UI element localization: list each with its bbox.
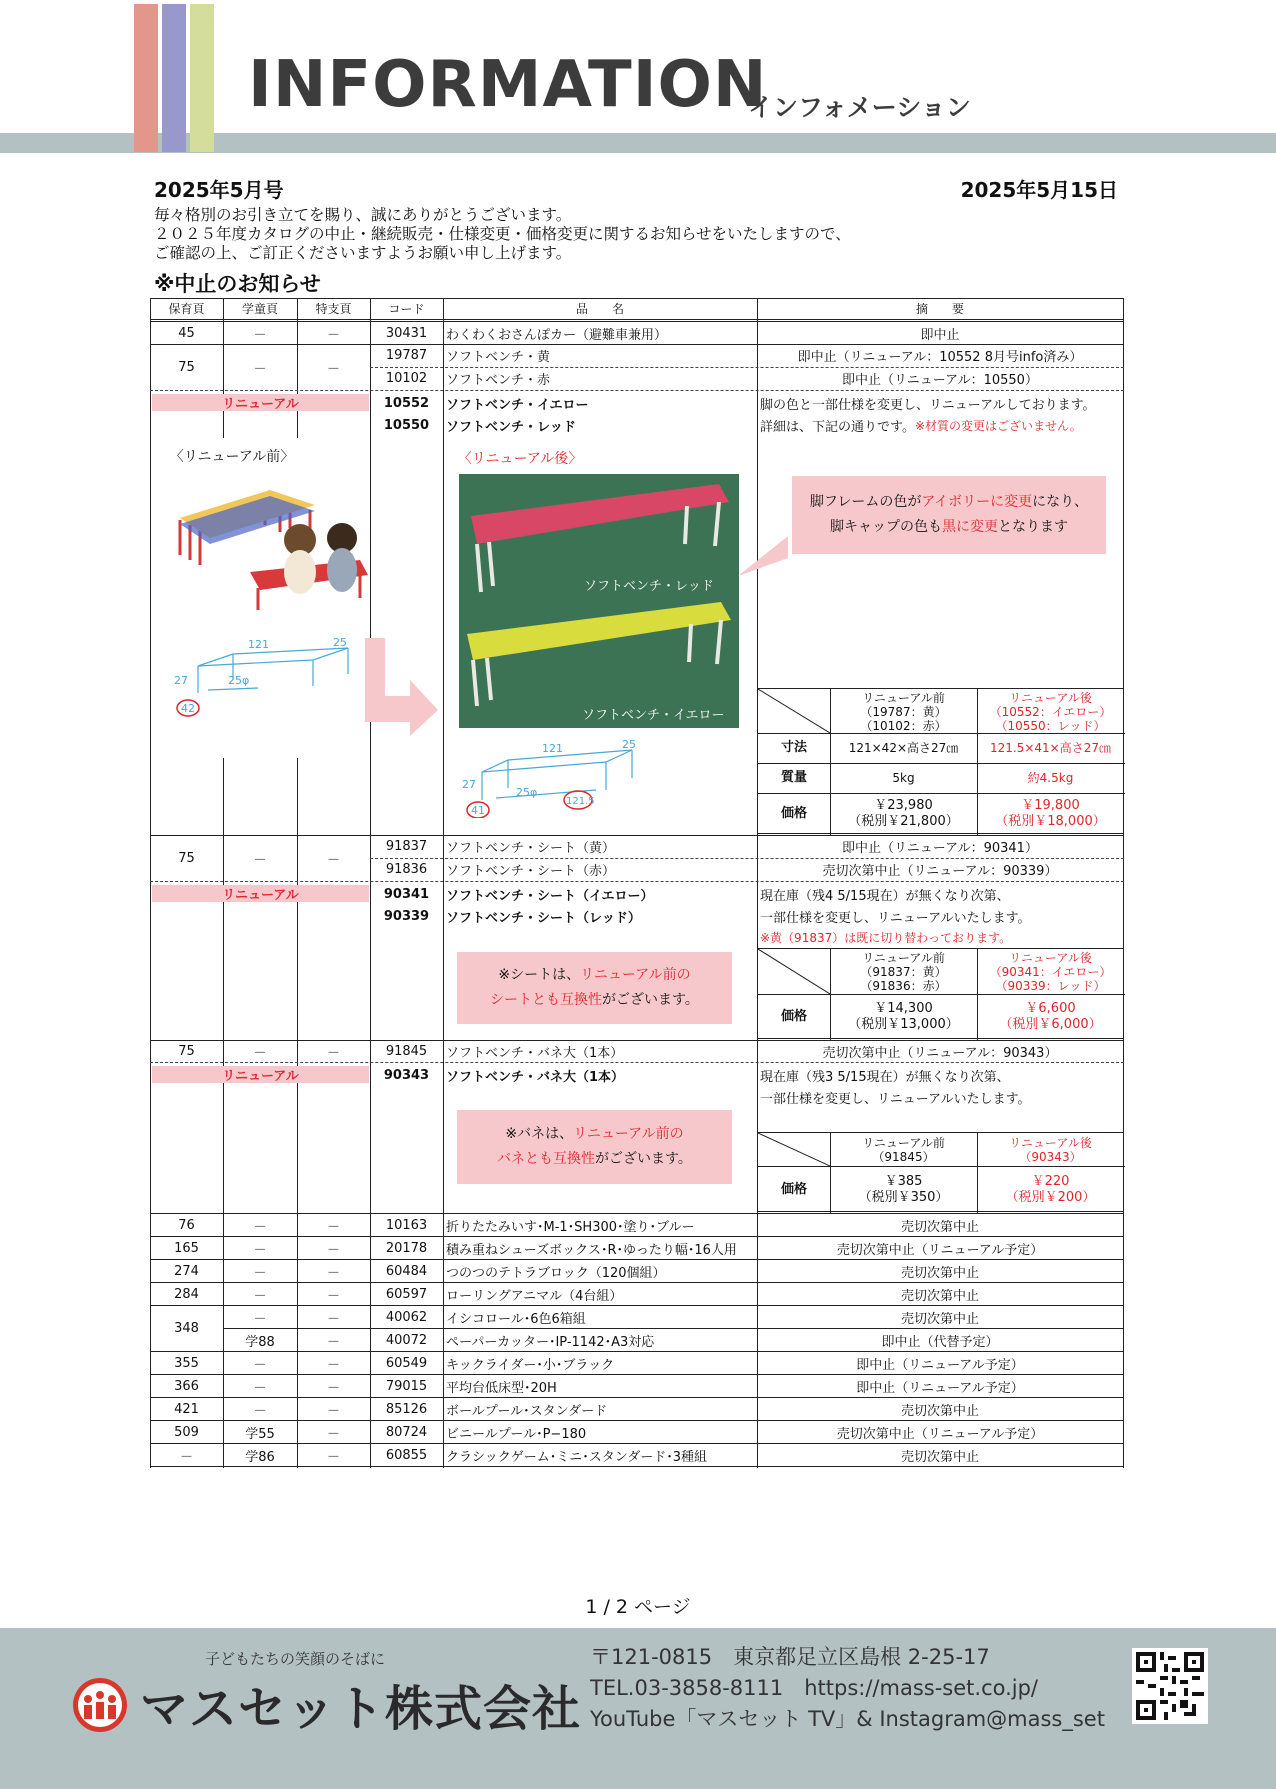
footer-tel-url[interactable]: TEL.03-3858-8111 https://mass-set.co.jp/: [590, 1676, 1039, 1700]
row-91837-code: 91837: [385, 839, 428, 854]
photo-red-label: ソフトベンチ・レッド: [584, 579, 714, 594]
table-row-name: ボールプール･スタンダード: [446, 1403, 608, 1419]
table-row-note: 即中止（リニューアル予定）: [856, 1380, 1024, 1396]
after-label: 〈リニューアル後〉: [457, 451, 583, 467]
renew1-name2: ソフトベンチ・レッド: [446, 419, 576, 435]
renew2-code2: 90339: [383, 908, 430, 924]
col-header: 品 名: [575, 302, 624, 316]
renew1-name1: ソフトベンチ・イエロー: [446, 397, 589, 413]
intro-line: 毎々格別のお引き立てを賜り、誠にありがとうございます。: [154, 206, 572, 224]
table-row-name: クラシックゲーム･ミニ･スタンダード･3種組: [446, 1449, 707, 1465]
renew3-desc1: 現在庫（残3 5/15現在）が無くなり次第、: [760, 1069, 1010, 1085]
table-row-note: 売切次第中止: [900, 1220, 979, 1235]
header-subtitle: インフォメーション: [748, 93, 971, 122]
cmp1-weight-after: 約4.5kg: [1027, 771, 1074, 785]
row-91845-code: 91845: [385, 1043, 428, 1059]
dim-after-pipe: 25φ: [516, 786, 538, 799]
table-row-page: 76: [178, 1218, 195, 1233]
dim-after-depth: 25: [622, 738, 636, 751]
table-row-school: －: [253, 1220, 267, 1235]
table-row-name: キックライダー･小･ブラック: [446, 1357, 615, 1373]
dim-before-width: 42: [181, 702, 195, 715]
callout-line-1: 脚フレームの色がアイボリーに変更になり、: [809, 494, 1089, 510]
footer-sns[interactable]: YouTube「マスセット TV」& Instagram@mass_set: [590, 1707, 1105, 1731]
company-name: マスセット株式会社: [140, 1681, 582, 1737]
col-header: 摘 要: [915, 302, 964, 316]
photo-yellow-label: ソフトベンチ・イエロー: [582, 708, 725, 723]
table-row-school: 学86: [245, 1449, 275, 1465]
table-row-special: －: [326, 1403, 340, 1419]
table-row-special: －: [326, 1220, 340, 1235]
renew1-desc2-text: 詳細は、下記の通りです。: [760, 419, 915, 435]
row-30431-special: －: [326, 328, 340, 343]
page-number: 1 / 2 ページ: [585, 1596, 691, 1618]
col-header: コード: [388, 302, 425, 316]
table-row-school: 学88: [245, 1334, 275, 1350]
header-stripe-red: [134, 4, 158, 152]
table-row-name: ペーパーカッター･IP-1142･A3対応: [446, 1334, 655, 1350]
cmp1-size-before: 121×42×高さ27㎝: [848, 741, 959, 755]
table-row-page: 355: [174, 1355, 199, 1371]
table-row-special: －: [326, 1242, 340, 1258]
dim-before-depth: 25: [333, 638, 347, 649]
renew2-name1: ソフトベンチ・シート（イエロー）: [446, 888, 654, 904]
comparison-table-sheet: [757, 948, 1124, 1039]
row-19787-special: －: [326, 361, 340, 377]
table-row-page: 348: [174, 1321, 199, 1336]
row-91845-school: －: [253, 1045, 267, 1061]
footer-address: 〒121-0815 東京都足立区島根 2-25-17: [590, 1645, 990, 1669]
bench-after-photo: [459, 474, 739, 728]
sheet-compat-box: ※シートは、リニューアル前の シートとも互換性がございます。: [457, 952, 732, 1024]
cmp1-weight-before: 5kg: [892, 771, 915, 785]
row-30431-page: 45: [178, 326, 195, 341]
header-title: INFORMATION: [248, 48, 768, 122]
bench-before-photo: [170, 480, 370, 630]
row-30431-name: わくわくおさんぽカー（避難車兼用）: [446, 328, 668, 343]
row-91837-school: －: [253, 852, 267, 868]
qr-code-icon[interactable]: [1132, 1648, 1208, 1724]
row-19787-code: 19787: [385, 348, 428, 363]
cmp3-before-header: リニューアル前 （91845）: [862, 1136, 945, 1164]
renew1-code2: 10550: [383, 417, 430, 433]
cmp3-price-label: 価格: [780, 1181, 807, 1197]
table-row-code: 10163: [385, 1218, 428, 1233]
renew2-name2: ソフトベンチ・シート（レッド）: [446, 910, 641, 926]
table-row-name: つのつのテトラブロック（120個組）: [446, 1265, 666, 1281]
dim-after-height: 27: [462, 778, 476, 791]
cmp1-price-after: ￥19,800 （税別￥18,000）: [995, 798, 1106, 829]
cmp1-price-label: 価格: [780, 806, 807, 821]
table-row-code: 60855: [385, 1447, 428, 1463]
table-row-page: 366: [174, 1378, 199, 1394]
table-row-school: －: [253, 1288, 267, 1304]
table-row-code: 60597: [385, 1286, 428, 1302]
table-row-page: 421: [174, 1401, 199, 1417]
table-row-special: －: [326, 1265, 340, 1281]
intro-text: [154, 206, 851, 263]
table-row-code: 40062: [385, 1309, 428, 1325]
before-label: 〈リニューアル前〉: [169, 449, 295, 465]
cmp2-price-label: 価格: [780, 1009, 807, 1024]
company-logo: [70, 1670, 581, 1739]
row-10102-name: ソフトベンチ・赤: [446, 373, 551, 388]
row-19787-note: 即中止（リニューアル：10552 8月号info済み）: [797, 350, 1083, 365]
row-30431-code: 30431: [385, 326, 428, 341]
row-91845-special: －: [326, 1045, 340, 1061]
table-row-name: ローリングアニマル（4台組）: [446, 1288, 623, 1304]
row-10102-note: 即中止（リニューアル：10550）: [842, 373, 1038, 388]
table-row-note: 即中止（リニューアル予定）: [856, 1357, 1024, 1373]
col-header: 学童頁: [241, 302, 278, 316]
renew1-desc2: [757, 415, 1123, 435]
renew1-material-note: ※材質の変更はございません。: [914, 418, 1082, 433]
row-30431-school: －: [253, 328, 267, 343]
row-19787-name: ソフトベンチ・黄: [446, 350, 551, 365]
table-row-code: 80724: [385, 1424, 428, 1440]
table-row-note: 売切次第中止: [900, 1403, 979, 1419]
table-row-code: 79015: [385, 1378, 428, 1394]
logo-mark-icon: [70, 1675, 130, 1735]
renewal-badge: リニューアル: [152, 885, 369, 902]
table-row-school: －: [253, 1242, 267, 1258]
dim-before-height: 27: [174, 674, 188, 687]
dim-after-total: 121.5: [566, 796, 595, 807]
table-row-school: －: [253, 1380, 267, 1396]
table-row-school: －: [253, 1357, 267, 1373]
table-row-name: イシコロール･6色6箱組: [446, 1311, 586, 1327]
cmp1-after-header: リニューアル後 （10552：イエロー） （10550：レッド）: [989, 690, 1112, 733]
issue-label: 2025年5月号: [154, 178, 284, 202]
dim-after-length: 121: [542, 742, 563, 755]
table-row-code: 85126: [385, 1401, 428, 1417]
renew2-desc1: 現在庫（残4 5/15現在）が無くなり次第、: [760, 888, 1010, 904]
row-91837-page: 75: [178, 850, 195, 866]
row-91845-note: 売切次第中止（リニューアル：90343）: [822, 1045, 1058, 1061]
intro-line: ご確認の上、ご訂正くださいますようお願い申し上げます。: [154, 244, 572, 262]
dim-before-length: 121: [248, 638, 269, 651]
issue-date: 2025年5月15日: [960, 178, 1118, 202]
cmp2-price-before: ￥14,300 （税別￥13,000）: [848, 1001, 959, 1032]
table-row-special: －: [326, 1449, 340, 1465]
renew2-code1: 90341: [383, 886, 430, 902]
table-row-code: 20178: [385, 1240, 428, 1256]
table-row-note: 売切次第中止（リニューアル予定）: [836, 1242, 1044, 1258]
table-row-name: ビニールプール･P−180: [446, 1426, 587, 1442]
cmp3-price-before: ￥385 （税別￥350）: [858, 1173, 949, 1205]
comparison-table-spring: [757, 1132, 1124, 1212]
table-row-code: 60549: [385, 1355, 428, 1371]
row-91837-special: －: [326, 852, 340, 868]
table-row-note: 即中止（代替予定）: [881, 1334, 999, 1350]
header-stripe-green: [190, 4, 214, 152]
table-row-code: 60484: [385, 1263, 428, 1279]
simple-rows: [150, 1215, 1124, 1468]
discontinuation-table: [150, 298, 1124, 1468]
table-row-page: －: [179, 1449, 193, 1465]
arrow-icon: [360, 638, 440, 738]
col-header: 特支頁: [315, 302, 352, 316]
cmp1-size-after: 121.5×41×高さ27㎝: [989, 741, 1111, 755]
callout-pointer: [738, 518, 788, 578]
table-row-name: 平均台低床型･20H: [446, 1380, 557, 1396]
cmp1-price-before: ￥23,980 （税別￥21,800）: [848, 798, 959, 829]
row-91845-page: 75: [178, 1043, 195, 1059]
cmp3-after-header: リニューアル後 （90343）: [1009, 1136, 1092, 1164]
row-91837-note: 即中止（リニューアル：90341）: [842, 841, 1038, 856]
cmp1-before-header: リニューアル前 （19787：黄） （10102：赤）: [860, 690, 947, 733]
renewal-badge: リニューアル: [152, 394, 369, 411]
table-row-special: －: [326, 1357, 340, 1373]
table-row-note: 売切次第中止: [900, 1265, 979, 1281]
renew2-desc3: ※黄（91837）は既に切り替わっております。: [760, 930, 1012, 945]
footer-tagline: 子どもたちの笑顔のそばに: [205, 1650, 386, 1668]
cmp2-price-after: ￥6,600 （税別￥6,000）: [999, 1001, 1102, 1032]
dim-after-width: 41: [471, 804, 485, 817]
callout-box: [792, 476, 1106, 554]
renew1-desc1: 脚の色と一部仕様を変更し、リニューアルしております。: [760, 397, 1096, 413]
table-row-note: 売切次第中止: [900, 1288, 979, 1304]
row-10102-code: 10102: [385, 371, 428, 386]
spring-compat-box: ※バネは、リニューアル前の バネとも互換性がございます。: [457, 1110, 732, 1184]
dim-before-pipe: 25φ: [228, 674, 250, 687]
table-row-page: 284: [174, 1286, 199, 1302]
callout-line-2: 脚キャップの色も黒に変更となります: [830, 519, 1068, 535]
table-row-name: 積み重ねシューズボックス･R･ゆったり幅･16人用: [446, 1242, 737, 1258]
bench-after-diagram: [456, 738, 656, 818]
bench-before-diagram: [168, 638, 368, 718]
renewal-badge: リニューアル: [152, 1066, 369, 1083]
renew3-desc2: 一部仕様を変更し、リニューアルいたします。: [760, 1091, 1031, 1107]
cmp1-size-label: 寸法: [780, 740, 807, 755]
row-91837-name: ソフトベンチ・シート（黄）: [446, 841, 616, 856]
cmp1-weight-label: 質量: [780, 770, 807, 785]
row-91836-code: 91836: [385, 862, 428, 877]
row-19787-school: －: [253, 361, 267, 377]
cmp2-before-header: リニューアル前 （91837：黄） （91836：赤）: [860, 951, 947, 993]
table-row-note: 売切次第中止（リニューアル予定）: [836, 1426, 1044, 1442]
row-91836-note: 売切次第中止（リニューアル：90339）: [822, 864, 1058, 879]
row-19787-page: 75: [178, 359, 195, 375]
table-row-school: －: [253, 1265, 267, 1281]
table-row-note: 売切次第中止: [900, 1449, 979, 1465]
table-row-special: －: [326, 1334, 340, 1350]
renew3-code1: 90343: [383, 1067, 430, 1083]
table-row-special: －: [326, 1426, 340, 1442]
footer-contact: [590, 1642, 1105, 1735]
header-stripe-purple: [162, 4, 186, 152]
table-row-code: 40072: [385, 1332, 428, 1348]
row-30431-note: 即中止: [920, 328, 960, 343]
cmp2-after-header: リニューアル後 （90341：イエロー） （90339：レッド）: [989, 951, 1112, 993]
table-row-name: 折りたたみいす･M-1･SH300･塗り･ブルー: [446, 1220, 695, 1235]
intro-line: ２０２５年度カタログの中止・継続販売・仕様変更・価格変更に関するお知らせをいたしますので、: [154, 225, 851, 243]
cmp3-price-after: ￥220 （税別￥200）: [1005, 1173, 1096, 1205]
row-91845-name: ソフトベンチ・バネ大（1本）: [446, 1045, 624, 1061]
table-row-page: 274: [174, 1263, 199, 1279]
table-row-note: 売切次第中止: [900, 1311, 979, 1327]
table-row-school: －: [253, 1311, 267, 1327]
table-row-page: 165: [174, 1240, 199, 1256]
table-row-special: －: [326, 1311, 340, 1327]
col-header: 保育頁: [168, 302, 205, 316]
renew3-name1: ソフトベンチ・バネ大（1本）: [446, 1069, 625, 1085]
row-91836-name: ソフトベンチ・シート（赤）: [446, 864, 616, 879]
renew2-desc2: 一部仕様を変更し、リニューアルいたします。: [760, 910, 1031, 926]
table-row-special: －: [326, 1380, 340, 1396]
table-row-special: －: [326, 1288, 340, 1304]
section-title: ※中止のお知らせ: [154, 272, 321, 296]
table-row-school: －: [253, 1403, 267, 1419]
table-row-page: 509: [174, 1424, 199, 1440]
renew1-code1: 10552: [383, 395, 430, 411]
table-row-school: 学55: [245, 1426, 275, 1442]
comparison-table-bench: [757, 688, 1124, 834]
